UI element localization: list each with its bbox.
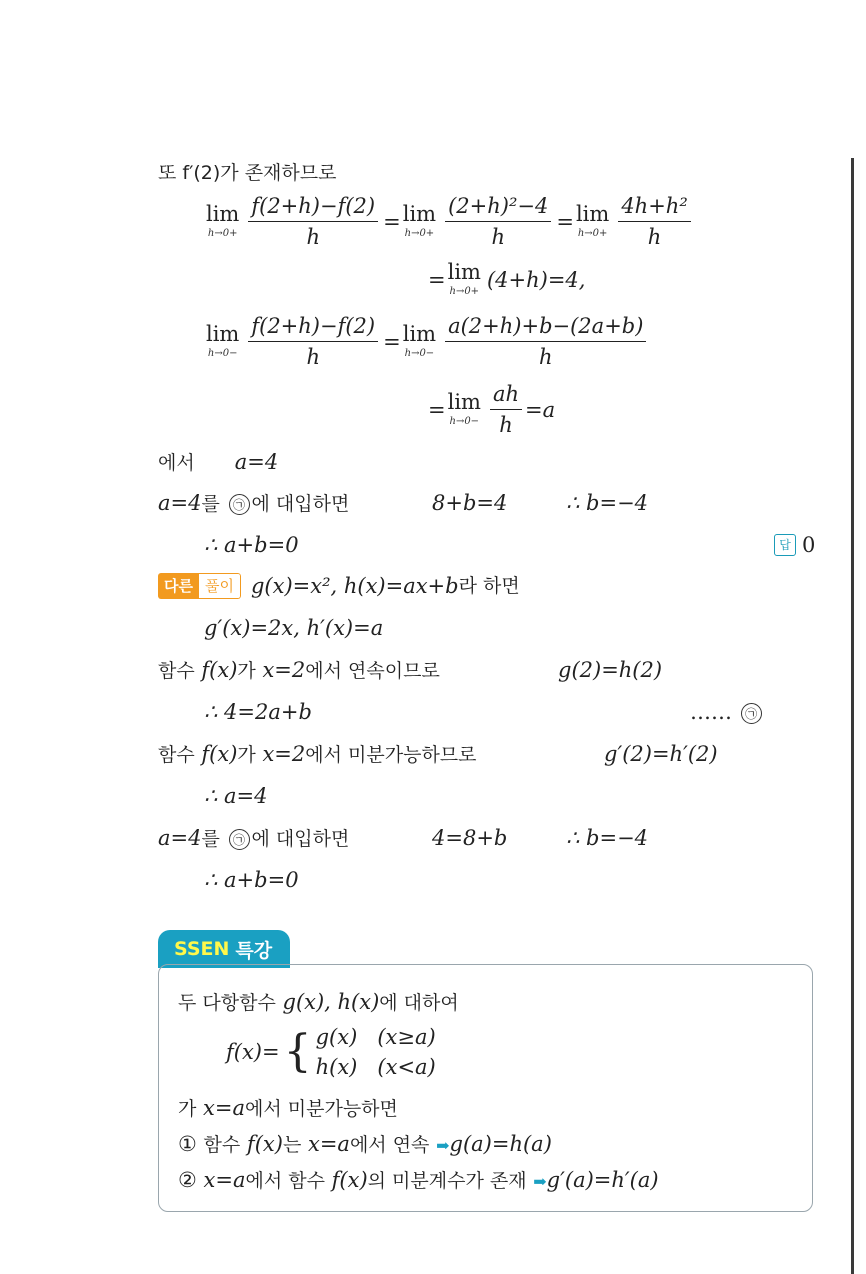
alt-continuity-eq: g(2)=h(2) xyxy=(558,658,663,682)
alt-eq1-ref: …… ㉠ xyxy=(690,698,764,726)
ssen-line1: 두 다항함수 g(x), h(x)에 대하여 xyxy=(178,990,459,1014)
substitution-line: a=4를 ㉠ 에 대입하면 xyxy=(158,491,350,515)
fraction: $\frac{a(2+h)+b-(2a+b)}{h}$ xyxy=(445,314,646,369)
ssen-piecewise: f(x)= { g(x) (x≥a) h(x) (x<a) xyxy=(226,1022,436,1082)
ssen-line4: ① 함수 f(x)는 x=a에서 연속 ➡g(a)=h(a) xyxy=(178,1132,552,1156)
alt-solution-header: 다른 풀이 g(x)=x², h(x)=ax+b 라 하면 xyxy=(158,572,520,600)
ssen-line5: ② x=a에서 함수 f(x)의 미분계수가 존재 ➡g′(a)=h′(a) xyxy=(178,1168,659,1192)
piecewise-cases: g(x) (x≥a) h(x) (x<a) xyxy=(315,1025,436,1079)
lim-operator: lim h→0− xyxy=(402,322,437,360)
answer-mark: 답 0 xyxy=(774,531,815,559)
answer-icon: 답 xyxy=(774,534,796,556)
alt-differentiable-eq: g′(2)=h′(2) xyxy=(604,742,718,766)
alt-differentiable: 함수 f(x)가 x=2에서 미분가능하므로 xyxy=(158,742,477,766)
left-limit-line2: = lim h→0− $\frac{ah}{h}$ =a xyxy=(428,382,556,438)
right-limit-line1: lim h→0+ $\frac{f(2+h)-f(2)}{h}$ = lim h→0+ $\frac{\text{(2+h)²−4}}{h}$ = lim h→0+ $\frac{\text{4h+h²}}{h}$ xyxy=(206,194,694,249)
left-brace-icon: { xyxy=(283,1026,312,1077)
fraction: $\frac{f(2+h)-f(2)}{h}$ xyxy=(248,194,378,249)
fraction: $\frac{f(2+h)-f(2)}{h}$ xyxy=(248,314,378,369)
alt-derivatives: g′(x)=2x, h′(x)=a xyxy=(204,616,384,640)
ssen-line3: 가 x=a에서 미분가능하면 xyxy=(178,1096,398,1120)
lim-operator: lim h→0+ xyxy=(402,202,437,240)
lim-operator: lim h→0− xyxy=(447,390,481,428)
fraction: $\frac{ah}{h}$ xyxy=(490,382,522,437)
fraction: $\frac{\text{4h+h²}}{h}$ xyxy=(618,194,690,249)
alt-substitution-eq: 4=8+b xyxy=(432,826,508,850)
alt-eq2: ∴ a=4 xyxy=(204,784,268,808)
lim-operator: lim h→0+ xyxy=(575,202,610,240)
fraction: $\frac{\text{(2+h)²−4}}{h}$ xyxy=(445,194,551,249)
circle-giyeok-icon: ㉠ xyxy=(741,703,762,724)
lim-operator: lim h→0− xyxy=(206,322,240,360)
result-a-line: 에서 a=4 xyxy=(158,450,279,474)
alt-solution-tag: 다른 풀이 xyxy=(158,573,241,599)
page-edge-rule xyxy=(851,158,854,1274)
lim-operator: lim h→0+ xyxy=(447,260,481,297)
sum-result: ∴ a+b=0 xyxy=(204,533,299,557)
right-limit-line2: = lim h→0+ (4+h)=4, xyxy=(428,260,586,297)
left-limit-line1: lim h→0− $\frac{f(2+h)-f(2)}{h}$ = lim h→0− $\frac{a(2+h)+b-(2a+b)}{h}$ xyxy=(206,314,649,369)
intro-line: 또 f′(2)가 존재하므로 xyxy=(158,162,337,184)
circle-giyeok-icon: ㉠ xyxy=(229,829,250,850)
lim-operator: lim h→0+ xyxy=(206,202,240,240)
alt-b-result: ∴ b=−4 xyxy=(566,826,649,850)
ssen-lecture-tab: SSEN 특강 xyxy=(158,930,290,968)
alt-sum: ∴ a+b=0 xyxy=(204,868,299,892)
arrow-right-icon: ➡ xyxy=(533,1172,547,1191)
b-result: ∴ b=−4 xyxy=(566,491,649,515)
alt-eq1: ∴ 4=2a+b xyxy=(204,700,312,724)
substitution-eq: 8+b=4 xyxy=(432,491,508,515)
circle-giyeok-icon: ㉠ xyxy=(229,494,250,515)
alt-substitution: a=4를 ㉠ 에 대입하면 xyxy=(158,826,350,850)
arrow-right-icon: ➡ xyxy=(436,1136,450,1155)
alt-continuity: 함수 f(x)가 x=2에서 연속이므로 xyxy=(158,658,440,682)
